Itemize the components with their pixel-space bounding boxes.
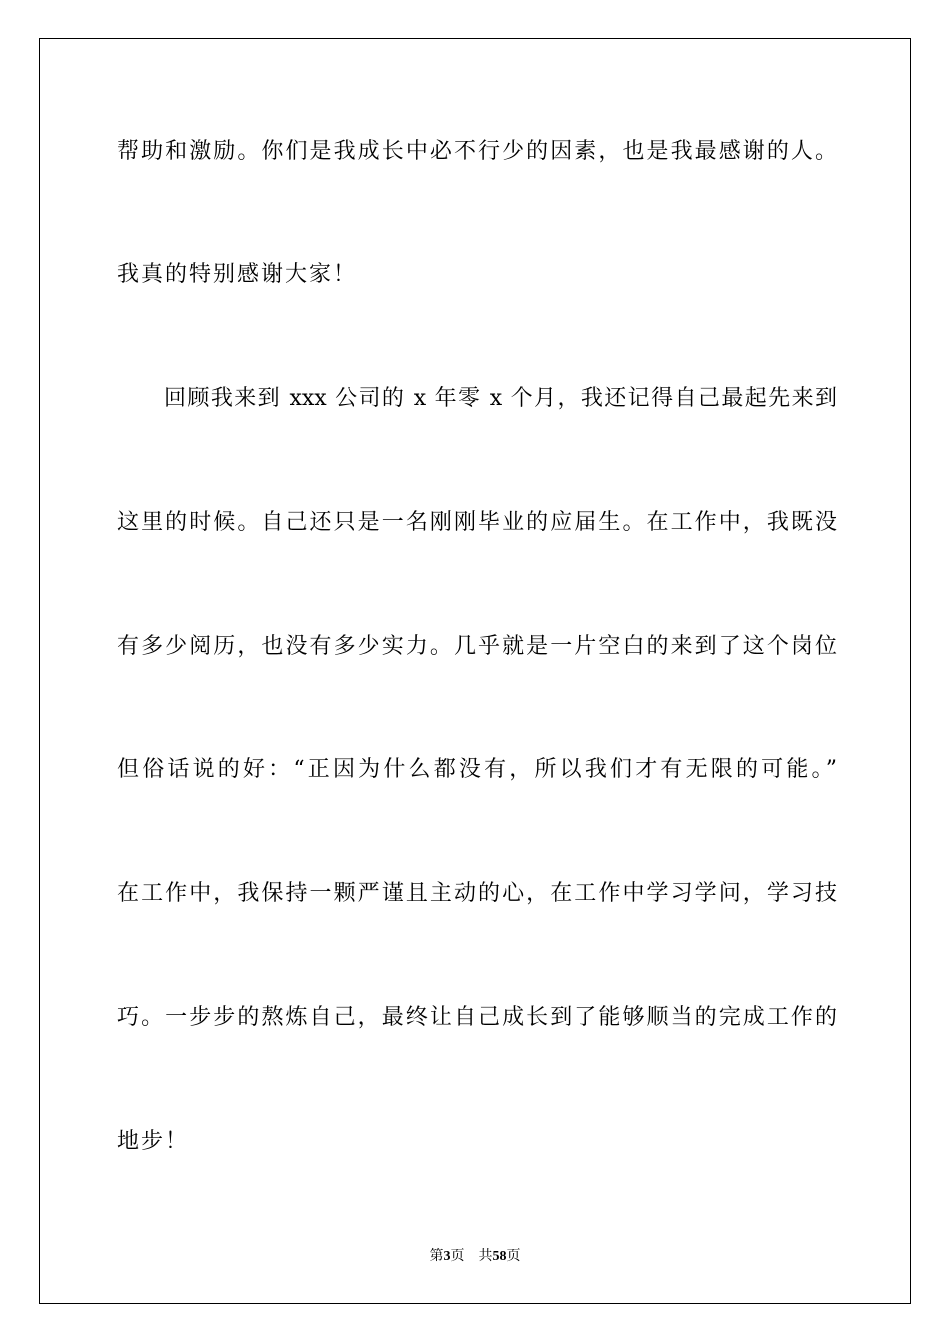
paragraph-line-6: 但俗话说的好：“正因为什么都没有，所以我们才有无限的可能。” [117,757,837,782]
page-prefix: 第 [429,1248,444,1264]
paragraph-line-5: 有多少阅历，也没有多少实力。几乎就是一片空白的来到了这个岗位 [117,634,837,659]
paragraph-line-1: 帮助和激励。你们是我成长中必不行少的因素，也是我最感谢的人。 [117,139,837,164]
paragraph-line-4: 这里的时候。自己还只是一名刚刚毕业的应届生。在工作中，我既没 [117,510,837,535]
page-border [39,38,911,1304]
page-number: 3 [443,1249,451,1264]
page-suffix: 页 [450,1248,465,1264]
page-footer [0,1246,950,1267]
paragraph-line-2: 我真的特别感谢大家！ [117,262,358,287]
total-pages: 58 [492,1249,507,1264]
paragraph-line-7: 在工作中，我保持一颗严谨且主动的心，在工作中学习学问，学习技 [117,881,837,906]
total-suffix: 页 [506,1248,521,1264]
paragraph-line-3: 回顾我来到 xxx 公司的 x 年零 x 个月，我还记得自己最起先来到 [164,386,837,411]
total-prefix: 共 [478,1248,493,1264]
paragraph-line-9: 地步！ [117,1129,190,1154]
paragraph-line-8: 巧。一步步的熬炼自己，最终让自己成长到了能够顺当的完成工作的 [117,1005,837,1030]
